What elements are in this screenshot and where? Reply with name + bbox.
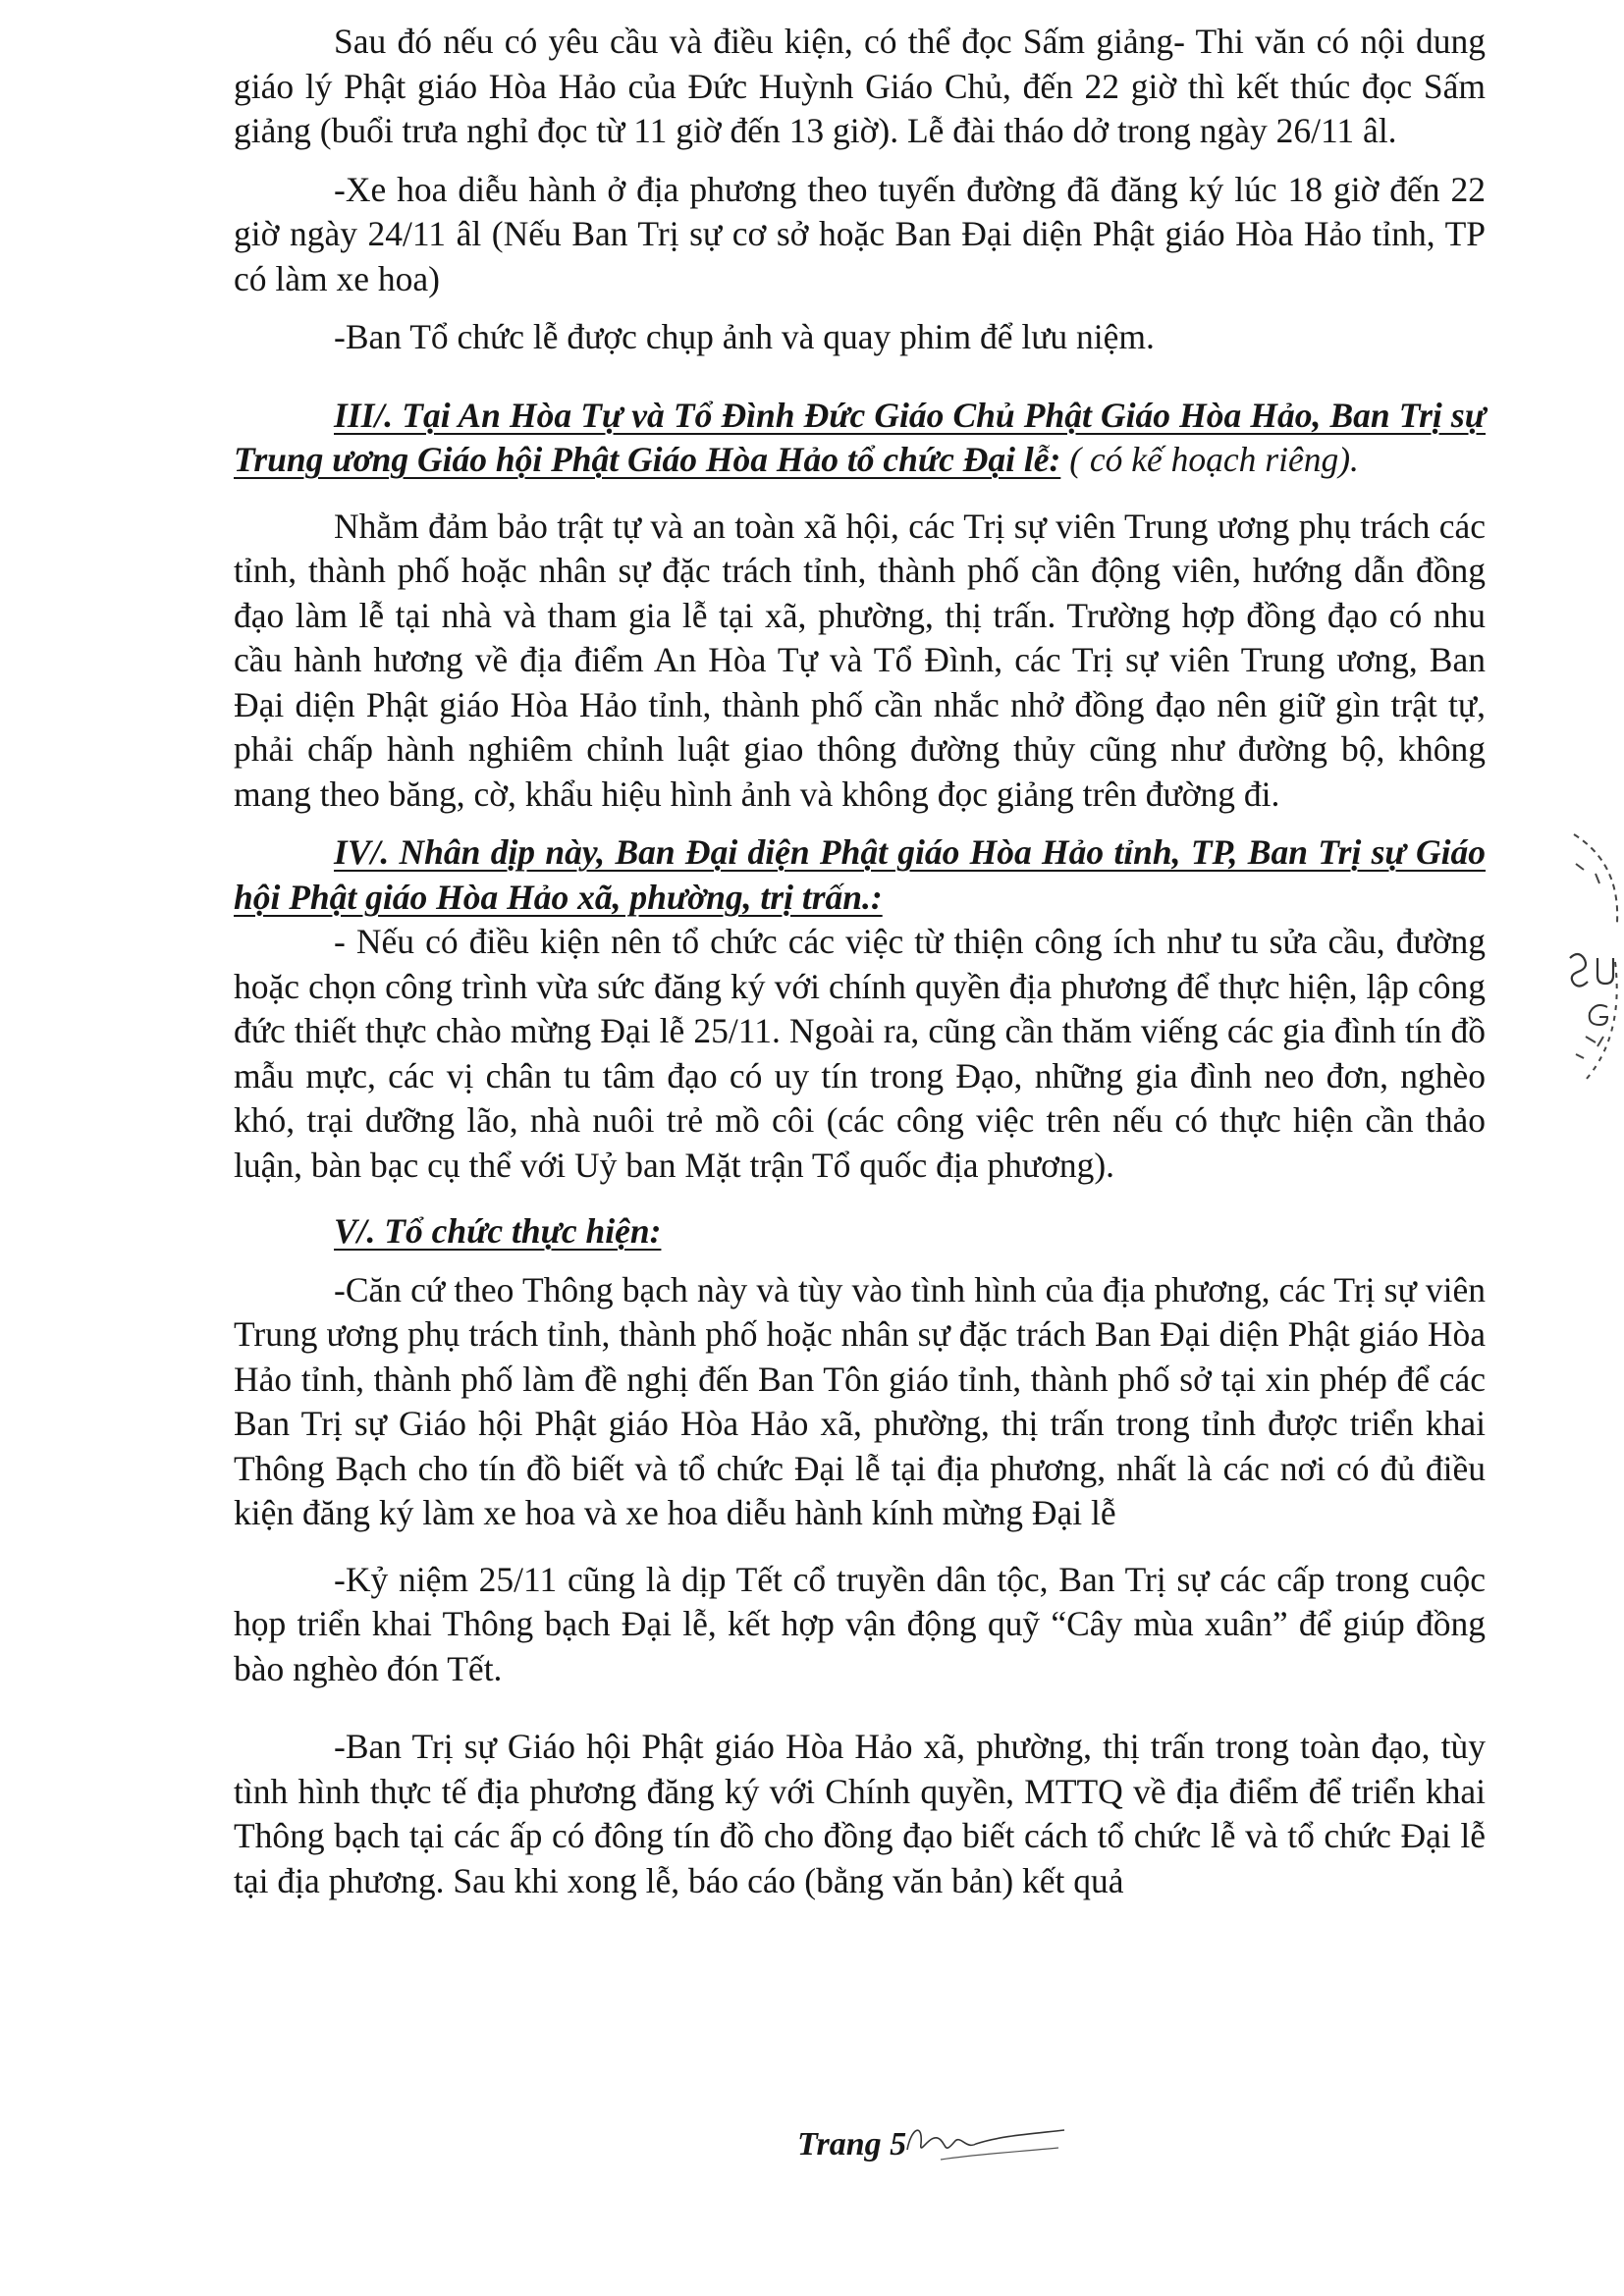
section-heading-iii (234, 394, 1486, 483)
section-heading-iv (234, 830, 1486, 920)
section-heading-iv-text: IV/. Nhân dịp này, Ban Đại diện Phật giáo Hòa Hảo tỉnh, TP, Ban Trị sự Giáo hội Phật giáo Hòa Hảo xã, phường, trị trấn.: (234, 832, 1486, 917)
paragraph-ceremony-reading: Sau đó nếu có yêu cầu và điều kiện, có thể đọc Sấm giảng- Thi văn có nội dung giáo lý Phật giáo Hòa Hảo của Đức Huỳnh Giáo Chủ, đến 22 giờ thì kết thúc đọc Sấm giảng (buổi trưa nghỉ đọc từ 11 giờ đến 13 giờ). Lễ đài tháo dở trong ngày 26/11 âl. (234, 22, 1486, 150)
section-heading-v-text: V/. Tổ chức thực hiện: (334, 1211, 662, 1251)
paragraph-flower-parade: -Xe hoa diễu hành ở địa phương theo tuyến đường đã đăng ký lúc 18 giờ đến 22 giờ ngày 24/11 âl (Nếu Ban Trị sự cơ sở hoặc Ban Đại diện Phật giáo Hòa Hảo tỉnh, TP có làm xe hoa) (234, 169, 1486, 298)
paragraph-local-reporting: -Ban Trị sự Giáo hội Phật giáo Hòa Hảo xã, phường, thị trấn trong toàn đạo, tùy tình hình thực tế địa phương đăng ký với Chính quyền, MTTQ về địa điểm để triển khai Thông bạch tại các ấp có đông tín đồ cho đồng đạo biết cách tổ chức lễ và tổ chức Đại lễ tại địa phương. Sau khi xong lễ, báo cáo (bằng văn bản) kết quả (234, 1727, 1486, 1900)
paragraph-photography: -Ban Tổ chức lễ được chụp ảnh và quay phim để lưu niệm. (334, 317, 1155, 356)
paragraph-tet-fund: -Kỷ niệm 25/11 cũng là dịp Tết cổ truyền dân tộc, Ban Trị sự các cấp trong cuộc họp triển khai Thông bạch Đại lễ, kết hợp vận động quỹ “Cây mùa xuân” để giúp đồng bào nghèo đón Tết. (234, 1559, 1486, 1688)
initials-signature-icon (901, 2110, 1068, 2169)
page-number: Trang 5 (797, 2126, 907, 2163)
paragraph-implementation: -Căn cứ theo Thông bạch này và tùy vào tình hình của địa phương, các Trị sự viên Trung ương phụ trách tỉnh, thành phố hoặc nhân sự đặc trách Ban Đại diện Phật giáo Hòa Hảo tỉnh, thành phố làm đề nghị đến Ban Tôn giáo tỉnh, thành phố sở tại xin phép để các Ban Trị sự Giáo hội Phật giáo Hòa Hảo xã, phường, thị trấn trong tỉnh được triển khai Thông Bạch cho tín đồ biết và tổ chức Đại lễ tại địa phương, nhất là các nơi có đủ điều kiện đăng ký làm xe hoa và xe hoa diễu hành kính mừng Đại lễ (234, 1269, 1486, 1532)
document-body (234, 20, 1486, 1903)
section-heading-iii-text: III/. Tại An Hòa Tự và Tổ Đình Đức Giáo Chủ Phật Giáo Hòa Hảo, Ban Trị sự Trung ương Giáo hội Phật Giáo Hòa Hảo tổ chức Đại lễ: (234, 395, 1486, 479)
paragraph-charity-work: - Nếu có điều kiện nên tổ chức các việc từ thiện công ích như tu sửa cầu, đường hoặc chọn công trình vừa sức đăng ký với chính quyền địa phương để thực hiện, lập công đức thiết thực chào mừng Đại lễ 25/11. Ngoài ra, cũng cần thăm viếng các gia đình tín đồ mẫu mực, các vị chân tu tâm đạo có uy tín trong Đạo, những gia đình neo đơn, nghèo khó, trại dưỡng lão, nhà nuôi trẻ mồ côi (các công việc trên nếu có thực hiện cần thảo luận, bàn bạc cụ thể với Uỷ ban Mặt trận Tổ quốc địa phương). (234, 922, 1486, 1185)
section-heading-v (234, 1209, 1486, 1255)
partial-seal-stamp-icon (1546, 815, 1624, 1099)
paragraph-order-safety: Nhằm đảm bảo trật tự và an toàn xã hội, các Trị sự viên Trung ương phụ trách các tỉnh, thành phố hoặc nhân sự đặc trách tỉnh, thành phố cần động viên, hướng dẫn đồng đạo làm lễ tại nhà và tham gia lễ tại xã, phường, thị trấn. Trường hợp đồng đạo có nhu cầu hành hương về địa điểm An Hòa Tự và Tổ Đình, các Trị sự viên Trung ương, Ban Đại diện Phật giáo Hòa Hảo tỉnh, thành phố cần nhắc nhở đồng đạo nên giữ gìn trật tự, phải chấp hành nghiêm chỉnh luật giao thông đường thủy cũng như đường bộ, không mang theo băng, cờ, khẩu hiệu hình ảnh và không đọc giảng trên đường đi. (234, 506, 1486, 814)
section-heading-iii-note: ( có kế hoạch riêng). (1060, 440, 1359, 479)
